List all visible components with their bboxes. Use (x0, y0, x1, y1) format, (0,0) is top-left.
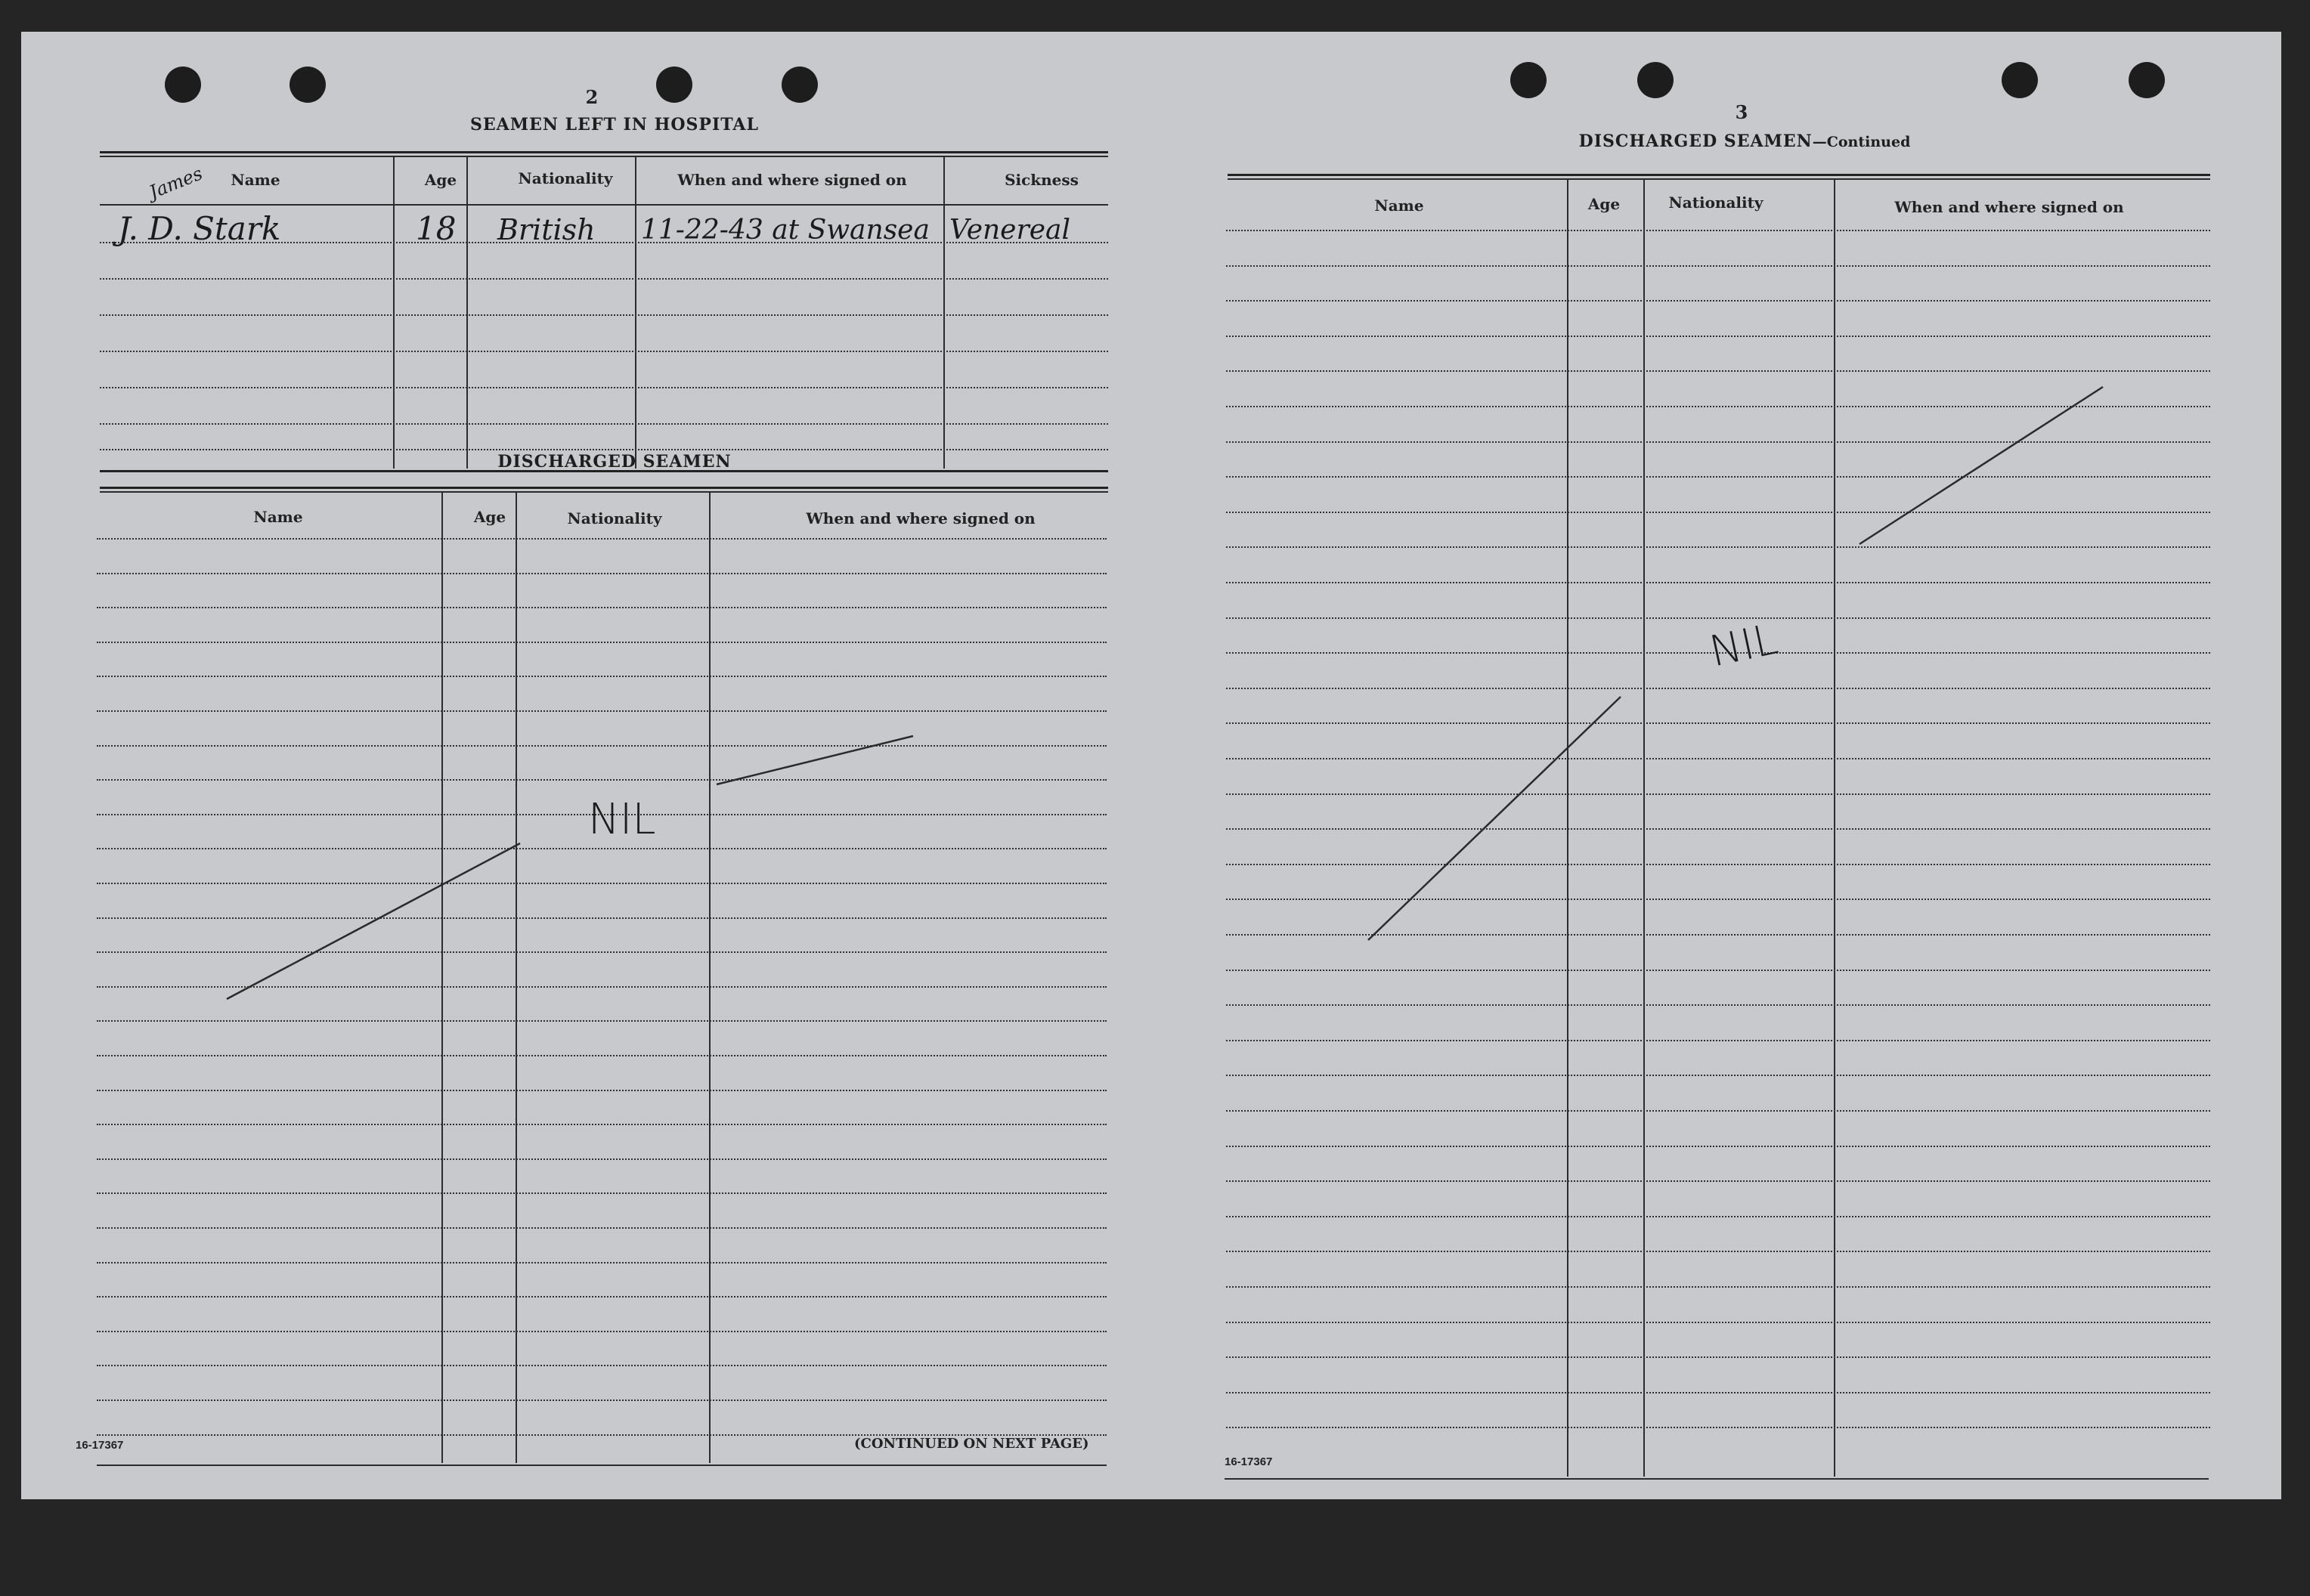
continued-col-signed-on: When and where signed on (1894, 198, 2124, 216)
hospital-col-name: Name (231, 171, 280, 189)
hospital-entry-signed-on: 11-22-43 at Swansea (641, 215, 930, 246)
continued-nil-entry: NIL (1705, 614, 1782, 677)
discharged-col-signed-on: When and where signed on (806, 509, 1036, 527)
right-nil-slash-upper (1859, 387, 2103, 544)
discharged-nil-entry: NIL (588, 795, 656, 844)
hospital-name-annotation: James (146, 162, 206, 203)
pen-strokes (21, 32, 2281, 1499)
hospital-col-sickness: Sickness (1005, 171, 1079, 189)
document-paper (21, 32, 2281, 1499)
discharged-col-nationality: Nationality (567, 509, 662, 527)
form-number-left: 16-17367 (76, 1439, 124, 1452)
page-number-right: 3 (1735, 101, 1748, 123)
left-nil-slash-upper (717, 736, 913, 784)
form-number-right: 16-17367 (1225, 1455, 1273, 1468)
discharged-section-title: DISCHARGED SEAMEN (497, 452, 732, 472)
hospital-col-nationality: Nationality (518, 169, 613, 187)
continued-col-name: Name (1374, 196, 1424, 215)
hospital-entry-name: J. D. Stark (118, 210, 281, 247)
right-nil-slash-lower (1368, 697, 1621, 940)
hospital-col-signed-on: When and where signed on (677, 171, 907, 189)
hospital-section-title: SEAMEN LEFT IN HOSPITAL (470, 115, 759, 135)
hospital-entry-age: 18 (416, 210, 457, 247)
hospital-col-age: Age (424, 171, 457, 189)
continued-col-nationality: Nationality (1668, 193, 1763, 212)
left-nil-slash-lower (227, 843, 520, 999)
discharged-continued-title-main: DISCHARGED SEAMEN (1578, 131, 1813, 151)
discharged-col-age: Age (473, 508, 506, 526)
continued-note: (CONTINUED ON NEXT PAGE) (854, 1436, 1089, 1452)
continued-col-age: Age (1587, 195, 1621, 213)
page-number-left: 2 (585, 86, 599, 108)
discharged-col-name: Name (253, 508, 303, 526)
hospital-entry-nationality: British (497, 213, 596, 246)
discharged-continued-title-suffix: —Continued (1812, 134, 1911, 150)
hospital-entry-sickness: Venereal (949, 215, 1070, 246)
